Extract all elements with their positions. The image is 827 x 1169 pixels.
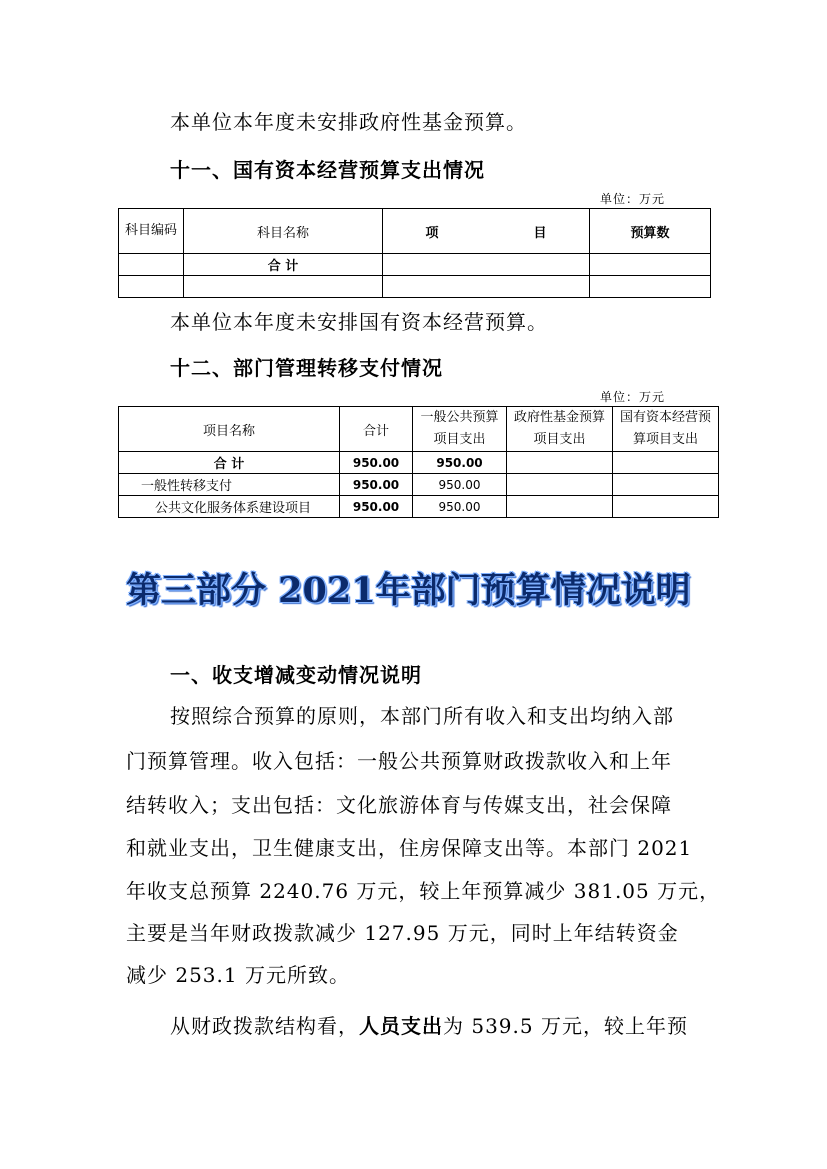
row-general: 950.00 bbox=[413, 496, 507, 518]
row-name: 公共文化服务体系建设项目 bbox=[119, 496, 340, 518]
table-cell bbox=[507, 474, 613, 496]
table-cell bbox=[507, 452, 613, 474]
table-cell bbox=[590, 276, 711, 298]
row-total: 950.00 bbox=[340, 496, 413, 518]
section-12-title: 十二、部门管理转移支付情况 bbox=[170, 356, 443, 380]
table-cell bbox=[613, 474, 719, 496]
header-budget: 预算数 bbox=[590, 209, 711, 254]
part-3-title: 第三部分 2021年部门预算情况说明 bbox=[126, 570, 691, 611]
row-total: 950.00 bbox=[340, 452, 413, 474]
row-name: 合 计 bbox=[119, 452, 340, 474]
state-capital-note: 本单位本年度未安排国有资本经营预算。 bbox=[170, 310, 548, 334]
body-line: 结转收入；支出包括：文化旅游体育与传媒支出，社会保障 bbox=[126, 793, 672, 817]
row-name: 一般性转移支付 bbox=[119, 474, 340, 496]
body-line: 和就业支出，卫生健康支出，住房保障支出等。本部门 2021 bbox=[126, 836, 693, 860]
section-1-title: 一、收支增减变动情况说明 bbox=[170, 663, 422, 687]
table-row bbox=[119, 452, 719, 474]
body-line: 门预算管理。收入包括：一般公共预算财政拨款收入和上年 bbox=[126, 749, 672, 773]
row-general: 950.00 bbox=[413, 452, 507, 474]
header-total: 合计 bbox=[340, 407, 413, 452]
table-cell bbox=[613, 496, 719, 518]
personnel-pre: 从财政拨款结构看， bbox=[170, 1014, 359, 1038]
personnel-post: 为 539.5 万元，较上年预 bbox=[443, 1014, 688, 1038]
table-cell bbox=[119, 276, 184, 298]
header-xiang: 项 bbox=[425, 225, 439, 241]
body-line: 减少 253.1 万元所致。 bbox=[126, 963, 350, 987]
table-cell bbox=[184, 276, 383, 298]
state-capital-table bbox=[118, 208, 711, 298]
header-subject-code: 科目编码 bbox=[119, 209, 184, 254]
table-cell bbox=[383, 276, 590, 298]
section-12-unit: 单位：万元 bbox=[600, 390, 666, 404]
table-cell bbox=[613, 452, 719, 474]
personnel-bold: 人员支出 bbox=[359, 1014, 443, 1038]
section-11-unit: 单位：万元 bbox=[600, 192, 666, 206]
body-line: 主要是当年财政拨款减少 127.95 万元，同时上年结转资金 bbox=[126, 921, 679, 945]
header-subject-name: 科目名称 bbox=[184, 209, 383, 254]
table-cell bbox=[119, 254, 184, 276]
header-mu: 目 bbox=[533, 225, 547, 241]
header-gov-fund-budget: 政府性基金预算项目支出 bbox=[507, 407, 613, 452]
table-row bbox=[119, 496, 719, 518]
personnel-line bbox=[170, 1014, 688, 1038]
header-general-budget: 一般公共预算项目支出 bbox=[413, 407, 507, 452]
body-line: 年收支总预算 2240.76 万元，较上年预算减少 381.05 万元， bbox=[126, 879, 721, 903]
gov-fund-note: 本单位本年度未安排政府性基金预算。 bbox=[170, 110, 527, 134]
row-total: 950.00 bbox=[340, 474, 413, 496]
header-state-capital-budget: 国有资本经营预算项目支出 bbox=[613, 407, 719, 452]
table-cell bbox=[590, 254, 711, 276]
transfer-payment-table bbox=[118, 406, 719, 518]
section-11-title: 十一、国有资本经营预算支出情况 bbox=[170, 158, 485, 182]
table-cell bbox=[507, 496, 613, 518]
header-item bbox=[383, 209, 590, 254]
total-label: 合 计 bbox=[184, 254, 383, 276]
table-row bbox=[119, 474, 719, 496]
row-general: 950.00 bbox=[413, 474, 507, 496]
header-project-name: 项目名称 bbox=[119, 407, 340, 452]
table-cell bbox=[383, 254, 590, 276]
body-line: 按照综合预算的原则，本部门所有收入和支出均纳入部 bbox=[170, 704, 674, 728]
